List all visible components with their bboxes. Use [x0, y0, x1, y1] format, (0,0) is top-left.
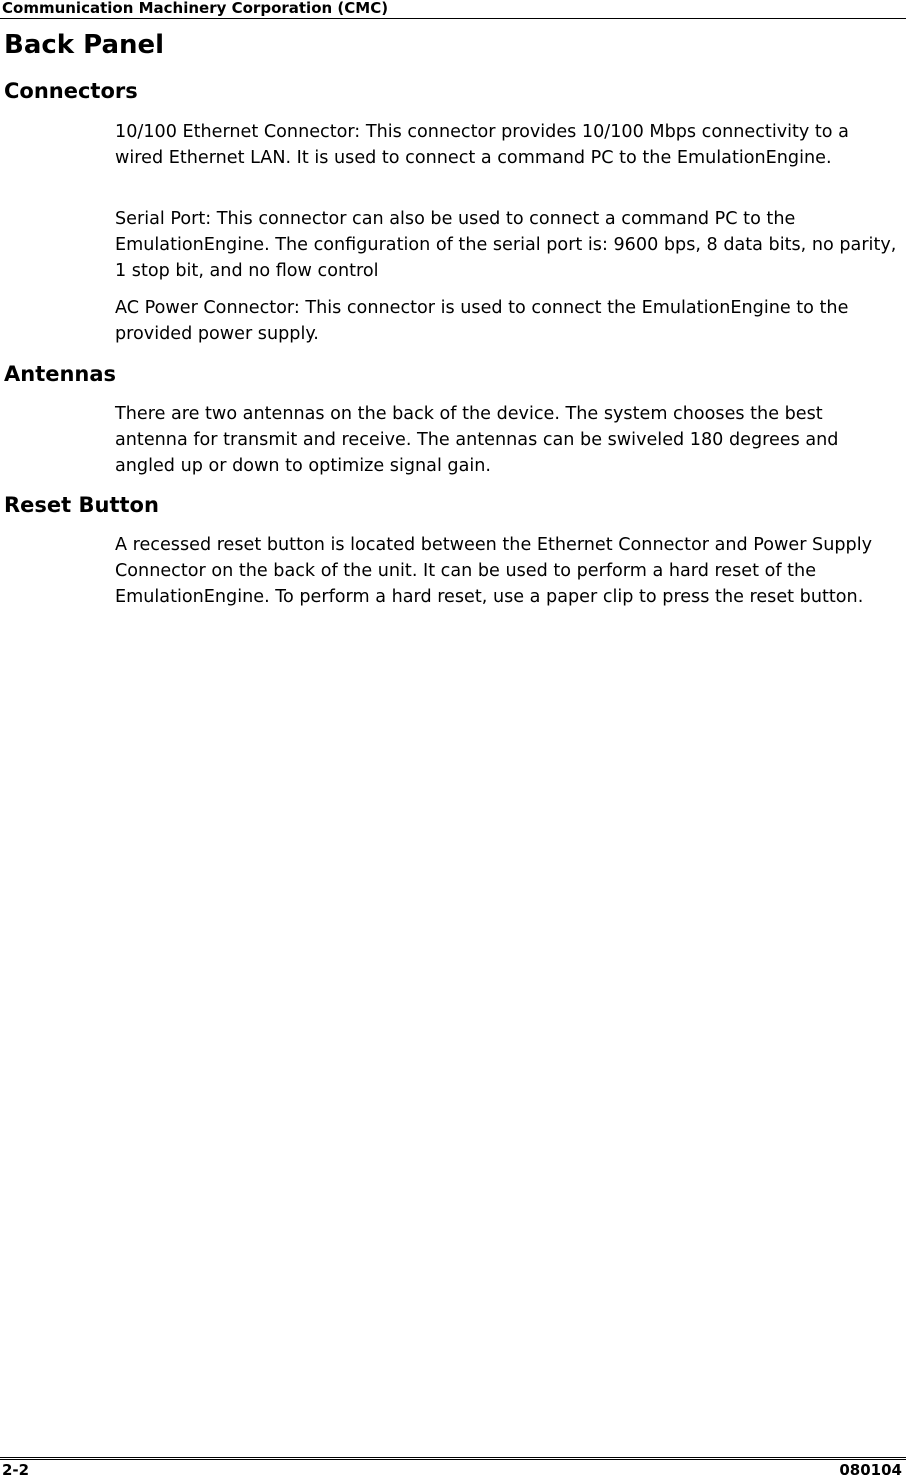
paragraph-ethernet-connector: 10/100 Ethernet Connector: This connector provides 10/100 Mbps connectivity to a wired Ethernet LAN. It is used to connect a command PC to the EmulationEngine. — [115, 122, 849, 169]
paragraph-reset-button: A recessed reset button is located between the Ethernet Connector and Power Supply Connector on the back of the unit. It can be used to perform a hard reset of the EmulationEngine. To perform a hard reset, use a paper clip to press the reset button. — [115, 535, 873, 608]
paragraph-ac-power-connector: AC Power Connector: This connector is used to connect the EmulationEngine to the provided power supply. — [115, 298, 849, 345]
page-title: Back Panel — [4, 30, 165, 60]
section-heading-reset-button: Reset Button — [4, 493, 159, 517]
running-footer — [0, 1457, 906, 1480]
document-code: 080104 — [839, 1461, 902, 1479]
section-heading-antennas: Antennas — [4, 362, 117, 386]
section-heading-connectors: Connectors — [4, 79, 138, 103]
paragraph-antennas: There are two antennas on the back of the device. The system chooses the best antenna for transmit and receive. The antennas can be swiveled 180 degrees and angled up or down to optimize signal gain. — [115, 404, 839, 477]
running-header — [0, 0, 906, 19]
paragraph-serial-port: Serial Port: This connector can also be used to connect a command PC to the EmulationEngine. The configuration of the serial port is: 9600 bps, 8 data bits, no parity, 1 stop bit, and no flow control — [115, 209, 897, 282]
running-header-title: Communication Machinery Corporation (CMC) — [2, 0, 389, 17]
page-number: 2-2 — [2, 1461, 30, 1479]
